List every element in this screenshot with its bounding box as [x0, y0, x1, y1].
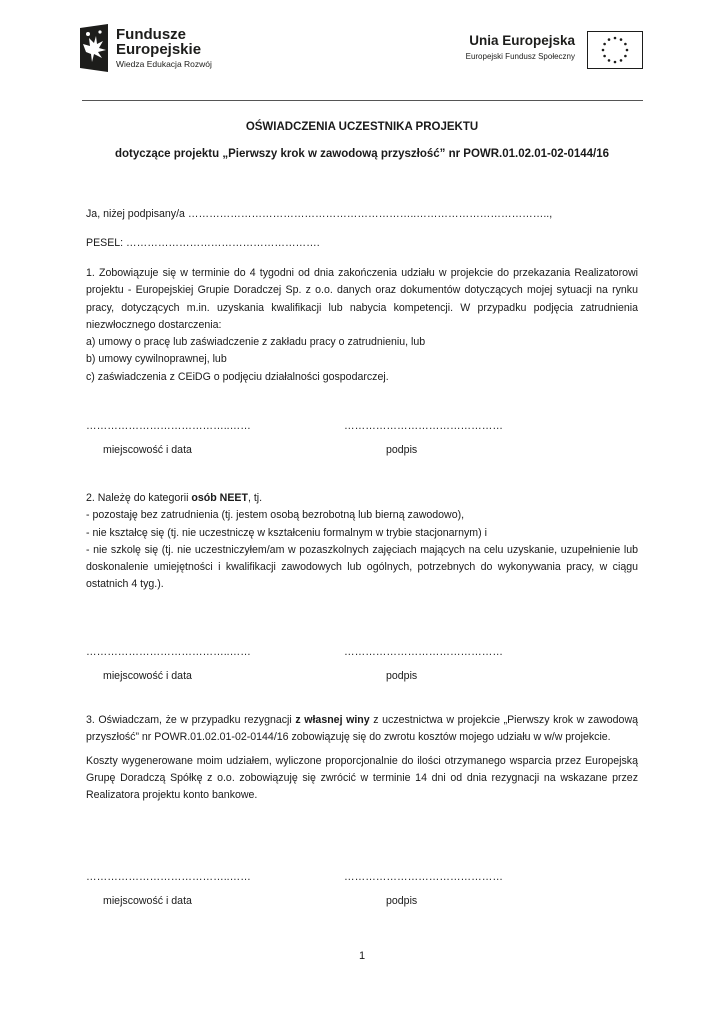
section-1-item-b: b) umowy cywilnoprawnej, lub: [86, 353, 227, 366]
section-1-text: 1. Zobowiązuje się w terminie do 4 tygodni od dnia zakończenia udziału w projekcie do przekazania Realizatorowi projektu - Europejskiej Grupie Doradczej Sp. z o.o. danych oraz dokumentów dotyczących mojej sytuacji na rynku pracy, dotyczących m.in. uzyskania kwalifikacji lub nabycia kompetencji. W przypadku podjęcia zatrudnienia niezwłocznego dostarczenia:: [86, 267, 638, 331]
own-fault-term: z własnej winy: [295, 714, 370, 726]
eu-logo-title: Unia Europejska: [469, 33, 575, 48]
section-1: [86, 265, 638, 386]
section-3-paragraph-2: Koszty wygenerowane moim udziałem, wyliczone proporcjonalnie do ilości otrzymanego wsparcia przez Europejską Grupę Doradczą Spółkę z o.o. zobowiązuję się zwrócić w terminie 14 dni od dnia rezygnacji na wskazane przez Realizatora projektu konto bankowe.: [86, 754, 638, 802]
section-1-item-a: a) umowy o pracę lub zaświadczenie z zakładu pracy o zatrudnieniu, lub: [86, 336, 426, 349]
header-divider: [82, 100, 643, 101]
signature-1-sign-label: podpis: [386, 444, 418, 456]
section-1-item-c: c) zaświadczenia z CEiDG o podjęciu działalności gospodarczej.: [86, 370, 389, 383]
signature-2-left-dots: …………………………………..……: [86, 646, 251, 658]
fe-logo: [80, 24, 240, 74]
eu-logo-sub: Europejski Fundusz Społeczny: [465, 52, 575, 61]
name-field-line: Ja, niżej podpisany/a ………………………………………………………..………………………………..,: [86, 208, 553, 220]
section-2-item-1: - pozostaję bez zatrudnienia (tj. jestem osobą bezrobotną lub bierną zawodowo),: [86, 509, 465, 522]
signature-3-left-dots: …………………………………..……: [86, 871, 251, 883]
signature-1-left-dots: …………………………………..……: [86, 420, 251, 432]
section-3: [86, 712, 638, 804]
signature-1-right-dots: ………………………………………: [344, 420, 503, 432]
section-3-paragraph-1: 3. Oświadczam, że w przypadku rezygnacji z własnej winy z uczestnictwa w projekcie „Pierwszy krok w zawodową przyszłość” nr POWR.01.02.01-02-0144/16 zobowiązuję się do zwrotu kosztów mojego udziału w w/w projekcie.: [86, 714, 638, 744]
signature-3-sign-label: podpis: [386, 895, 418, 907]
fe-logo-sub: Wiedza Edukacja Rozwój: [116, 59, 212, 69]
signature-3-right-dots: ………………………………………: [344, 871, 503, 883]
section-2: [86, 490, 638, 594]
document-title: OŚWIADCZENIA UCZESTNIKA PROJEKTU: [245, 121, 479, 133]
signature-3-place-date-label: miejscowość i data: [103, 895, 192, 907]
eu-logo: [455, 30, 645, 70]
signature-1-place-date-label: miejscowość i data: [103, 444, 192, 456]
section-2-intro: 2. Należę do kategorii osób NEET, tj.: [86, 492, 263, 504]
signature-2-right-dots: ………………………………………: [344, 646, 503, 658]
pesel-field-line: PESEL: ……………………………………………….: [86, 237, 320, 249]
fe-logo-line2: Europejskie: [116, 41, 202, 58]
fe-logo-mark-icon: [80, 24, 108, 72]
section-2-item-3: - nie szkolę się (tj. nie uczestniczyłem/am w pozaszkolnych zajęciach mających na celu uzyskanie, uzupełnienie lub doskonalenie umiejętności i kwalifikacji zawodowych lub ogólnych, potrzebnych do wykonywania pracy, w ciągu ostatnich 4 tyg.).: [86, 543, 638, 591]
page-number: 1: [358, 950, 366, 962]
neet-term: osób NEET: [191, 492, 248, 504]
fe-logo-line1: Fundusze: [116, 26, 186, 43]
signature-2-sign-label: podpis: [386, 670, 418, 682]
eu-flag-icon: [587, 31, 643, 69]
document-subtitle: dotyczące projektu „Pierwszy krok w zawodową przyszłość” nr POWR.01.02.01-02-0144/16: [114, 148, 610, 160]
section-2-item-2: - nie kształcę się (tj. nie uczestniczę w kształceniu formalnym w trybie stacjonarnym) i: [86, 526, 487, 539]
signature-2-place-date-label: miejscowość i data: [103, 670, 192, 682]
